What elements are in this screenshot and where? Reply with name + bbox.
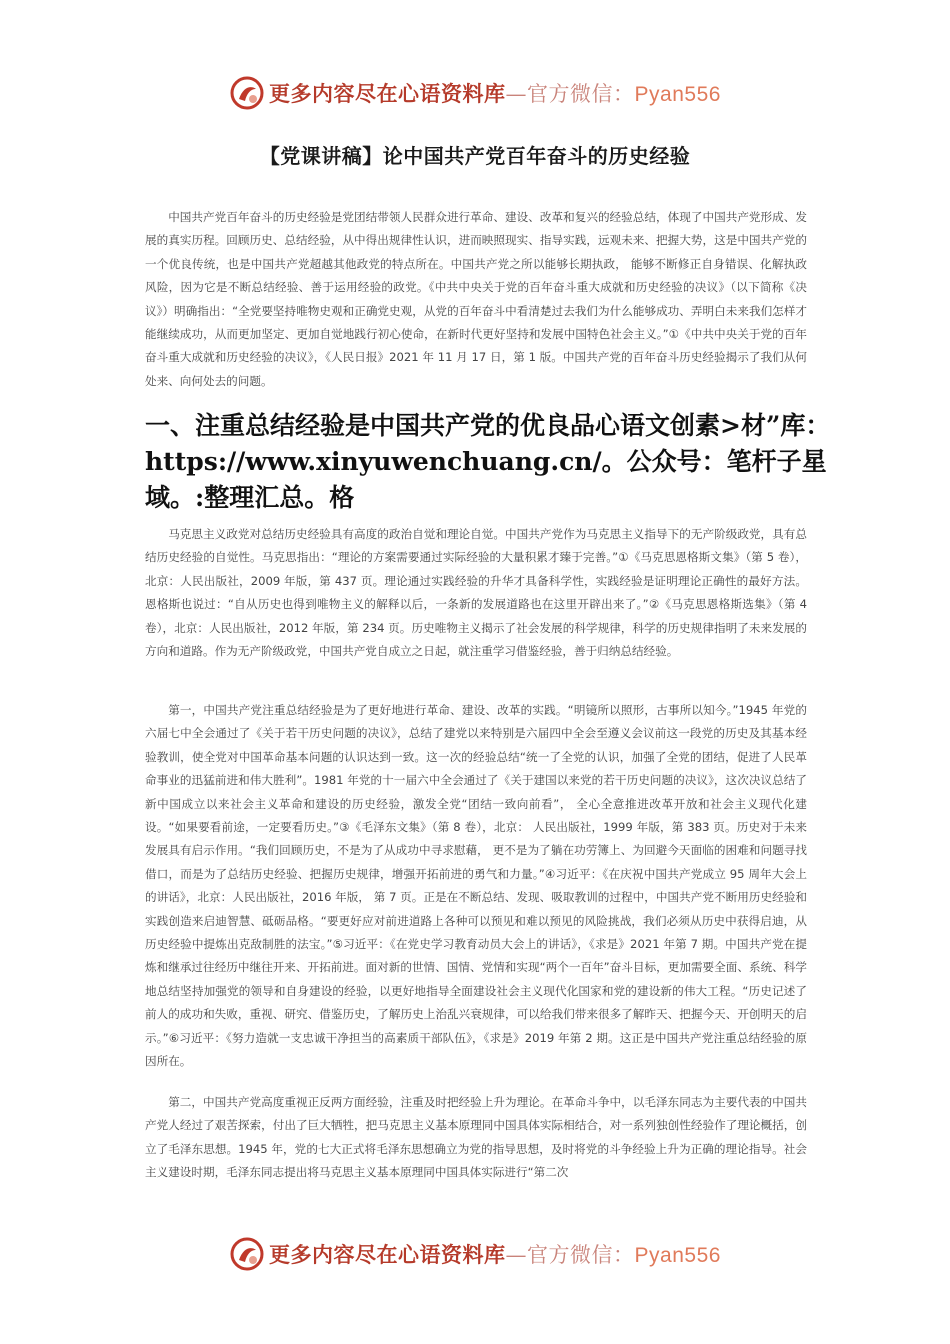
body-paragraph-3: 第二，中国共产党高度重视正反两方面经验，注重及时把经验上升为理论。在革命斗争中，以毛泽东同志为主要代表的中国共产党人经过了艰苦探索，付出了巨大牺牲，把马克思主义基本原理同中国具体实际相结合，对一系列独创性经验作了理论概括，创立了毛泽东思想。1945 年，党的七大正式将毛泽东思想确立为党的指导思想，及时将党的斗争经验上升为正确的理论指导。社会主义建设时期，毛泽东同志提出将马克思主义基本原理同中国具体实际进行“第二次: [145, 1095, 807, 1180]
banner-main-text: 更多内容尽在心语资料库: [269, 1242, 506, 1267]
banner-dash: —: [505, 1243, 528, 1267]
banner-wechat-id: Pyan556: [634, 1244, 721, 1267]
document-title: 【党课讲稿】论中国共产党百年奋斗的历史经验: [259, 144, 691, 168]
body-paragraph-1: 马克思主义政党对总结历史经验具有高度的政治自觉和理论自觉。中国共产党作为马克思主义指导下的无产阶级政党，具有总结历史经验的自觉性。马克思指出：“理论的方案需要通过实际经验的大量积累才臻于完善。”①《马克思恩格斯文集》（第 5 卷），北京：人民出版社，2009 年版，第 437 页。理论通过实践经验的升华才具备科学性，实践经验是证明理论正确性的最好方法。恩格斯也说过：“自从历史也得到唯物主义的解释以后，一条新的发展道路也在这里开辟出来了。”②《马克思恩格斯选集》（第 4 卷），北京：人民出版社，2012 年版，第 234 页。历史唯物主义揭示了社会发展的科学规律，科学的历史规律指明了未来发展的方向和道路。作为无产阶级政党，中国共产党自成立之日起，就注重学习借鉴经验，善于归纳总结经验。: [145, 527, 807, 659]
section-heading: 一、注重总结经验是中国共产党的优良品心语文创素>材”库：https://www.xinyuwenchuang.cn/。公众号：笔杆子星域。:整理汇总。格: [145, 411, 831, 512]
banner-dash: —: [505, 82, 528, 106]
header-banner: [0, 73, 950, 113]
brand-logo-icon: [229, 1236, 265, 1272]
body-paragraph-2: 第一，中国共产党注重总结经验是为了更好地进行革命、建设、改革的实践。“明镜所以照形，古事所以知今。”1945 年党的六届七中全会通过了《关于若干历史问题的决议》，总结了建党以来特别是六届四中全会至遵义会议前这一段党的历史及其基本经验教训，使全党对中国革命基本问题的认识达到一致。这一次的经验总结“统一了全党的认识，加强了全党的团结，促进了人民革命事业的迅猛前进和伟大胜利”。1981 年党的十一届六中全会通过了《关于建国以来党的若干历史问题的决议》，这次决议总结了新中国成立以来社会主义革命和建设的历史经验，激发全党“团结一致向前看”， 全心全意推进改革开放和社会主义现代化建设。“如果要看前途，一定要看历史。”③《毛泽东文集》（第 8 卷），北京： 人民出版社，1999 年版，第 383 页。历史对于未来发展具有启示作用。“我们回顾历史，不是为了从成功中寻求慰藉， 更不是为了躺在功劳簿上、为回避今天面临的困难和问题寻找借口，而是为了总结历史经验、把握历史规律，增强开拓前进的勇气和力量。”④习近平：《在庆祝中国共产党成立 95 周年大会上的讲话》，北京：人民出版社，2016 年版， 第 7 页。正是在不断总结、发现、吸取教训的过程中，中国共产党不断用历史经验和实践创造来启迪智慧、砥砺品格。“要更好应对前进道路上各种可以预见和难以预见的风险挑战，我们必须从历史中获得启迪，从历史经验中提炼出克敌制胜的法宝。”⑤习近平：《在党史学习教育动员大会上的讲话》，《求是》2021 年第 7 期。中国共产党在提炼和继承过往经历中继往开来、开拓前进。面对新的世情、国情、党情和实现“两个一百年”奋斗目标，更加需要全面、系统、科学 地总结坚持加强党的领导和自身建设的经验，以更好地指导全面建设社会主义现代化国家和党的建设新的伟大工程。“历史记述了前人的成功和失败，重视、研究、借鉴历史，了解历史上治乱兴衰规律，可以给我们带来很多了解昨天、把握今天、开创明天的启示。”⑥习近平：《努力造就一支忠诚干净担当的高素质干部队伍》，《求是》2019 年第 2 期。这正是中国共产党注重总结经验的原因所在。: [145, 703, 807, 1069]
footer-banner: [0, 1234, 950, 1274]
banner-main-text: 更多内容尽在心语资料库: [269, 81, 506, 106]
banner-label: 官方微信：: [527, 1243, 635, 1267]
brand-logo-icon: [229, 75, 265, 111]
banner-text: [269, 78, 721, 108]
banner-wechat-id: Pyan556: [634, 83, 721, 106]
banner-text: [269, 1239, 721, 1269]
intro-paragraph: 中国共产党百年奋斗的历史经验是党团结带领人民群众进行革命、建设、改革和复兴的经验总结，体现了中国共产党形成、发展的真实历程。回顾历史、总结经验，从中得出规律性认识，进而映照现实、指导实践，远观未来、把握大势，这是中国共产党的一个优良传统，也是中国共产党超越其他政党的特点所在。中国共产党之所以能够长期执政， 能够不断修正自身错误、化解执政风险，因为它是不断总结经验、善于运用经验的政党。《中共中央关于党的百年奋斗重大成就和历史经验的决议》（以下简称《决议》）明确指出：“全党要坚持唯物史观和正确党史观，从党的百年奋斗中看清楚过去我们为什么能够成功、弄明白未来我们怎样才能继续成功，从而更加坚定、更加自觉地践行初心使命，在新时代更好坚持和发展中国特色社会主义。”①《中共中央关于党的百年奋斗重大成就和历史经验的决议》，《人民日报》2021 年 11 月 17 日，第 1 版。中国共产党的百年奋斗历史经验揭示了我们从何处来、向何处去的问题。: [145, 210, 807, 388]
banner-label: 官方微信：: [527, 82, 635, 106]
